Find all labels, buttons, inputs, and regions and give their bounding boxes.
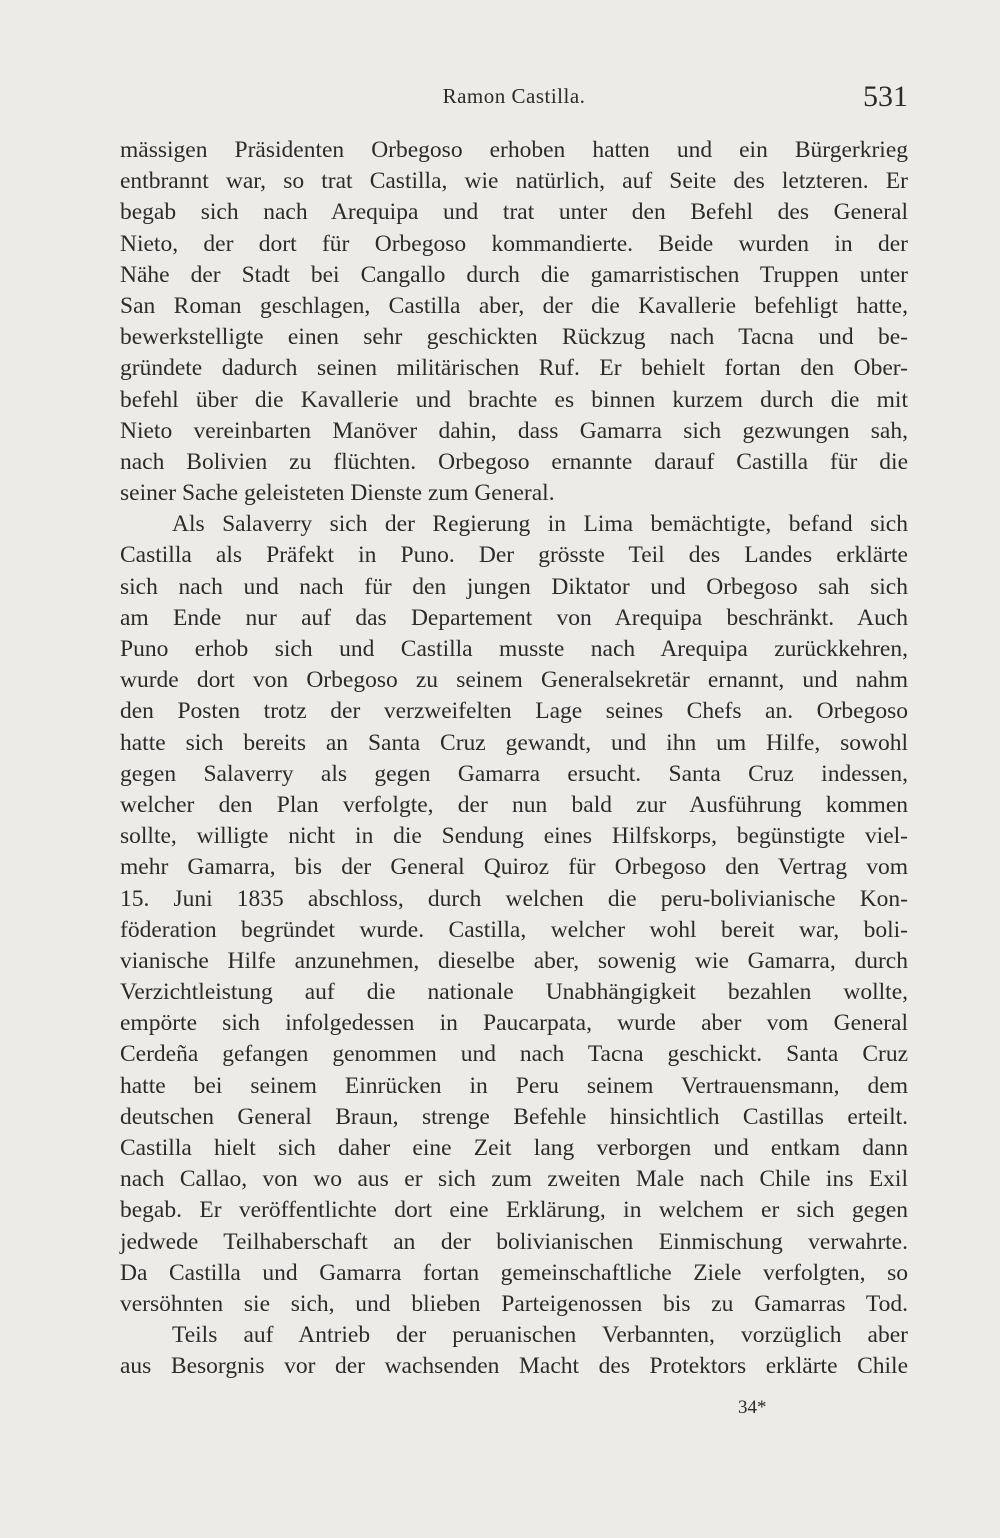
text-line: am Ende nur auf das Departement von Arequipa beschränkt. Auch [120, 604, 908, 631]
text-line: sollte, willigte nicht in die Sendung eines Hilfskorps, begünstigte viel- [120, 823, 908, 850]
text-line: Nähe der Stadt bei Cangallo durch die gamarristischen Truppen unter [120, 261, 908, 288]
text-line: vianische Hilfe anzunehmen, dieselbe aber, sowenig wie Gamarra, durch [120, 947, 908, 974]
body-text [120, 135, 908, 1383]
text-line: hatte sich bereits an Santa Cruz gewandt, und ihn um Hilfe, sowohl [120, 729, 908, 756]
text-line: mehr Gamarra, bis der General Quiroz für Orbegoso den Vertrag vom [120, 854, 908, 881]
text-line: bewerkstelligte einen sehr geschickten Rückzug nach Tacna und be- [120, 324, 908, 351]
text-line: hatte bei seinem Einrücken in Peru seinem Vertrauensmann, dem [120, 1072, 908, 1099]
text-line: welcher den Plan verfolgte, der nun bald zur Ausführung kommen [120, 791, 908, 818]
text-line: nach Callao, von wo aus er sich zum zweiten Male nach Chile ins Exil [120, 1166, 908, 1193]
text-line: wurde dort von Orbegoso zu seinem Generalsekretär ernannt, und nahm [120, 667, 908, 694]
text-line: Als Salaverry sich der Regierung in Lima bemächtigte, befand sich [172, 511, 908, 538]
text-line: Castilla als Präfekt in Puno. Der grösste Teil des Landes erklärte [120, 542, 908, 569]
text-line: gegen Salaverry als gegen Gamarra ersucht. Santa Cruz indessen, [120, 760, 908, 787]
text-line: jedwede Teilhaberschaft an der bolivianischen Einmischung verwahrte. [120, 1228, 908, 1255]
text-line: aus Besorgnis vor der wachsenden Macht des Protektors erklärte Chile [120, 1353, 908, 1380]
text-line: Da Castilla und Gamarra fortan gemeinschaftliche Ziele verfolgten, so [120, 1259, 908, 1286]
text-line: befehl über die Kavallerie und brachte es binnen kurzem durch die mit [120, 386, 908, 413]
text-line: seiner Sache geleisteten Dienste zum General. [120, 480, 555, 507]
signature-mark: 34* [738, 1397, 767, 1418]
text-line: mässigen Präsidenten Orbegoso erhoben hatten und ein Bürgerkrieg [120, 137, 908, 163]
text-line: Verzichtleistung auf die nationale Unabhängigkeit bezahlen wollte, [120, 979, 908, 1006]
text-line: versöhnten sie sich, und blieben Parteigenossen bis zu Gamarras Tod. [120, 1290, 908, 1317]
text-line: föderation begründet wurde. Castilla, welcher wohl bereit war, boli- [120, 916, 908, 943]
text-line: Nieto, der dort für Orbegoso kommandierte. Beide wurden in der [120, 230, 908, 257]
text-line: entbrannt war, so trat Castilla, wie natürlich, auf Seite des letzteren. Er [120, 168, 908, 195]
text-line: 15. Juni 1835 abschloss, durch welchen die peru-bolivianische Kon- [120, 885, 908, 912]
page-number: 531 [863, 80, 908, 113]
text-line: sich nach und nach für den jungen Diktator und Orbegoso sah sich [120, 573, 908, 600]
text-line: Castilla hielt sich daher eine Zeit lang verborgen und entkam dann [120, 1135, 908, 1161]
text-line: nach Bolivien zu flüchten. Orbegoso ernannte darauf Castilla für die [120, 448, 908, 475]
text-line: gründete dadurch seinen militärischen Ruf. Er behielt fortan den Ober- [120, 355, 908, 382]
text-line: deutschen General Braun, strenge Befehle hinsichtlich Castillas erteilt. [120, 1103, 908, 1130]
text-line: Puno erhob sich und Castilla musste nach Arequipa zurückkehren, [120, 636, 908, 662]
text-line: begab sich nach Arequipa und trat unter den Befehl des General [120, 199, 908, 226]
text-line: begab. Er veröffentlichte dort eine Erklärung, in welchem er sich gegen [120, 1197, 908, 1224]
text-line: empörte sich infolgedessen in Paucarpata, wurde aber vom General [120, 1010, 908, 1037]
text-line: den Posten trotz der verzweifelten Lage seines Chefs an. Orbegoso [120, 698, 908, 725]
running-head [120, 80, 908, 124]
text-line: Nieto vereinbarten Manöver dahin, dass Gamarra sich gezwungen sah, [120, 417, 908, 444]
text-line: Teils auf Antrieb der peruanischen Verbannten, vorzüglich aber [172, 1322, 908, 1349]
text-line: Cerdeña gefangen genommen und nach Tacna geschickt. Santa Cruz [120, 1041, 908, 1068]
text-line: San Roman geschlagen, Castilla aber, der die Kavallerie befehligt hatte, [120, 292, 908, 319]
running-title: Ramon Castilla. [442, 84, 586, 108]
